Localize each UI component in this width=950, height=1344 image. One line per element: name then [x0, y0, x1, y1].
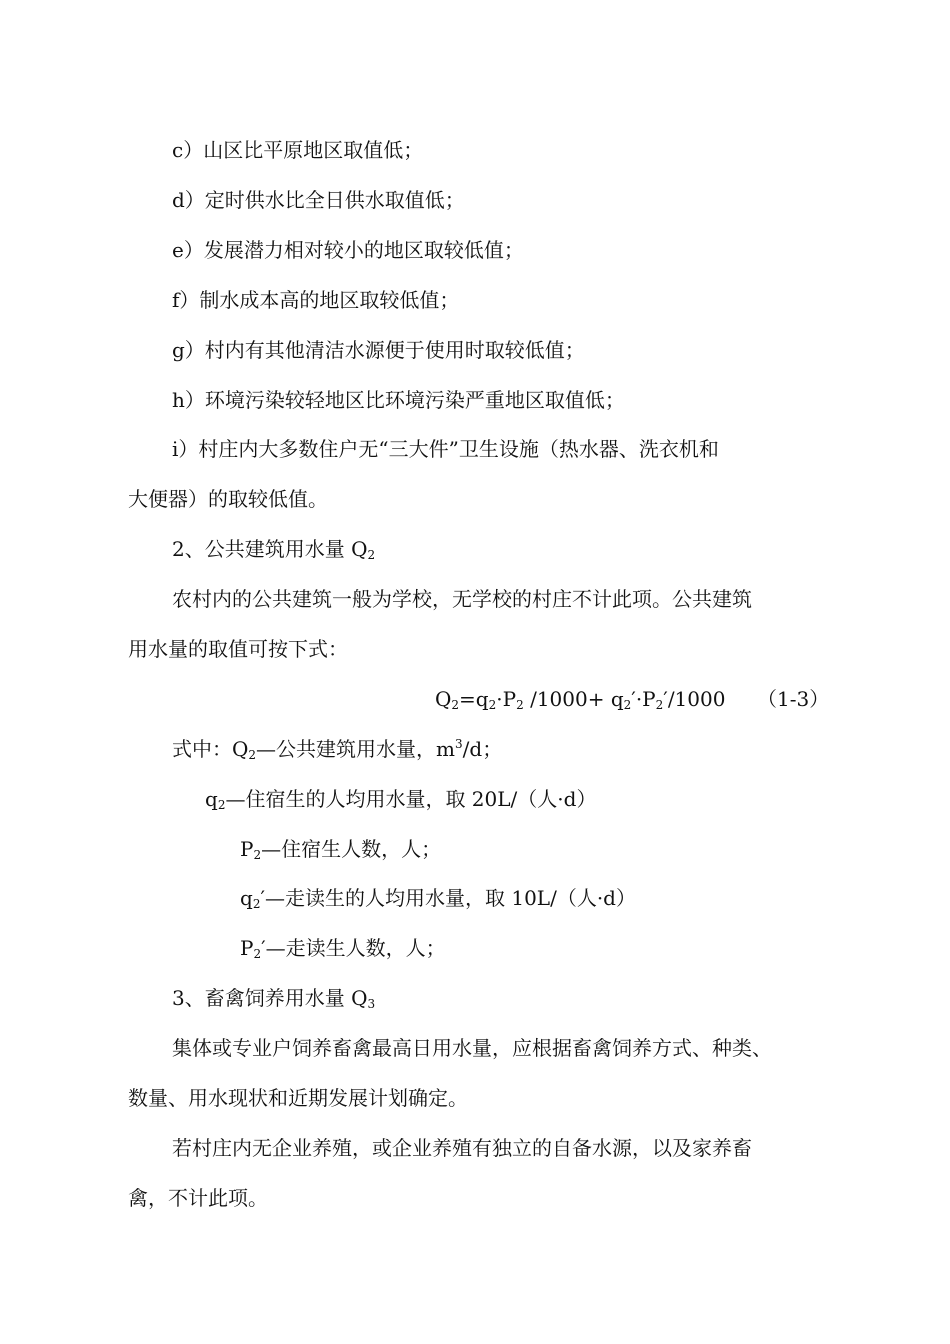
section-3-heading [172, 986, 375, 1010]
formula-part: =q [459, 687, 489, 711]
formula-part: Q [435, 687, 452, 711]
list-item-i-line1: i）村庄内大多数住户无“三大件”卫生设施（热水器、洗衣机和 [172, 437, 719, 461]
formula-subscript: 2 [623, 698, 632, 712]
definition-P2-prime [240, 936, 446, 960]
list-item-f: f）制水成本高的地区取较低值； [172, 288, 460, 312]
formula-subscript: 2 [451, 698, 460, 712]
where-lead-unit-tail: /d； [462, 737, 503, 761]
definition-subscript: 2 [253, 848, 262, 862]
equation-number: （1-3） [757, 687, 830, 711]
definition-symbol: q [240, 886, 253, 910]
list-item-d: d）定时供水比全日供水取值低； [172, 188, 465, 212]
definition-q2 [205, 787, 596, 811]
definition-subscript: 2 [217, 798, 226, 812]
definition-symbol: P [240, 936, 254, 960]
definition-text: —住宿生的人均用水量，取 20L/（人·d） [225, 787, 597, 811]
section-3-heading-subscript: 3 [367, 997, 376, 1011]
definition-subscript: 2 [253, 947, 262, 961]
formula-part: ·P [496, 687, 517, 711]
where-lead-definition: —公共建筑用水量，m [256, 737, 456, 761]
section-2-heading [172, 537, 375, 561]
definition-P2 [240, 837, 441, 861]
formula-subscript: 2 [488, 698, 497, 712]
definition-text: —住宿生人数，人； [261, 837, 442, 861]
where-lead-superscript: 3 [455, 737, 463, 751]
section-2-heading-text: 2、公共建筑用水量 Q [172, 537, 368, 561]
formula-part: ′/1000 [663, 687, 726, 711]
list-item-e: e）发展潜力相对较小的地区取较低值； [172, 238, 524, 262]
formula-1-3 [435, 687, 725, 711]
list-item-i-line2: 大便器）的取较低值。 [128, 487, 328, 511]
formula-subscript: 2 [516, 698, 524, 712]
where-lead-subscript: 2 [248, 748, 257, 762]
definition-subscript: 2 [252, 897, 261, 911]
formula-part: ′·P [631, 687, 656, 711]
section-3-paragraph1-line1: 集体或专业户饲养畜禽最高日用水量，应根据畜禽饲养方式、种类、 [172, 1036, 772, 1060]
section-3-heading-text: 3、畜禽饲养用水量 Q [172, 986, 368, 1010]
definition-symbol: q [205, 787, 218, 811]
definition-text: ′—走读生人数，人； [261, 936, 446, 960]
list-item-c: c）山区比平原地区取值低； [172, 138, 424, 162]
section-2-paragraph-line2: 用水量的取值可按下式： [128, 637, 348, 661]
definition-q2-prime [240, 886, 636, 910]
section-3-paragraph2-line2: 禽，不计此项。 [128, 1186, 268, 1210]
section-3-paragraph1-line2: 数量、用水现状和近期发展计划确定。 [128, 1086, 468, 1110]
section-2-heading-subscript: 2 [367, 548, 376, 562]
where-lead-text: 式中：Q [172, 737, 249, 761]
section-3-paragraph2-line1: 若村庄内无企业养殖，或企业养殖有独立的自备水源，以及家养畜 [172, 1136, 752, 1160]
where-clause-lead [172, 737, 502, 761]
list-item-g: g）村内有其他清洁水源便于使用时取较低值； [172, 338, 585, 362]
section-2-paragraph-line1: 农村内的公共建筑一般为学校，无学校的村庄不计此项。公共建筑 [172, 587, 752, 611]
formula-subscript: 2 [655, 698, 664, 712]
formula-part: /1000+ q [523, 687, 624, 711]
definition-text: ′—走读生的人均用水量，取 10L/（人·d） [260, 886, 636, 910]
definition-symbol: P [240, 837, 254, 861]
list-item-h: h）环境污染较轻地区比环境污染严重地区取值低； [172, 388, 625, 412]
